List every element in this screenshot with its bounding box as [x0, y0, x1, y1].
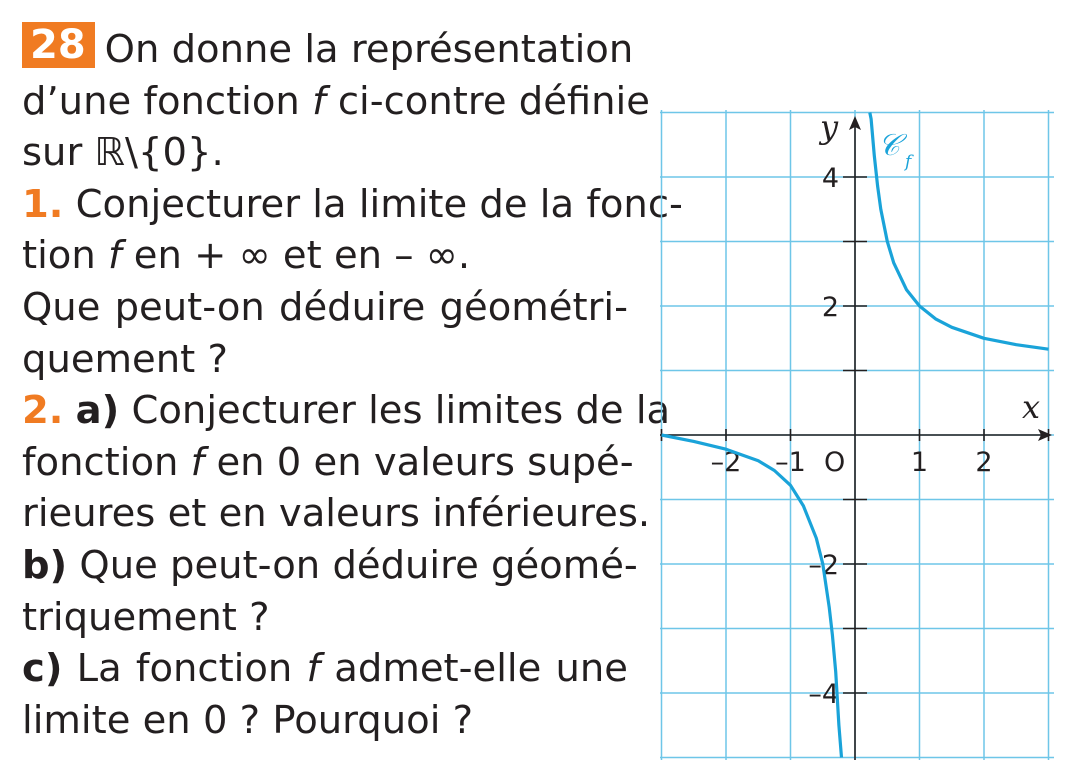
curve-label-subscript: f — [905, 152, 912, 172]
intro-text: d’une fonction — [22, 78, 313, 124]
question-1-line-3: Que peut-on déduire géométri- — [22, 284, 628, 330]
question-1-line-4: quement ? — [22, 336, 228, 382]
question-1-label: 1. — [22, 181, 64, 227]
function-symbol: f — [306, 646, 321, 692]
axes — [660, 116, 1052, 760]
question-1-line-1 — [22, 179, 683, 231]
question-2a-line-2 — [22, 437, 634, 489]
exercise-text — [22, 22, 683, 746]
question-text: en 0 en valeurs supé- — [204, 439, 634, 485]
x-tick-label: –2 — [710, 447, 742, 478]
question-2-label: 2. — [22, 388, 64, 434]
intro-line-1 — [22, 22, 634, 76]
question-2b-line-1 — [22, 540, 638, 592]
y-tick-label: 4 — [821, 163, 839, 194]
question-text: Conjecturer les limites de la — [119, 388, 671, 434]
question-text: Que peut-on déduire géomé- — [67, 542, 638, 588]
question-2c-line-2: limite en 0 ? Pourquoi ? — [22, 697, 474, 743]
question-2c-line-1 — [22, 643, 628, 695]
x-tick-label: –1 — [775, 447, 806, 478]
question-text: admet-elle une — [320, 646, 628, 692]
intro-text: ci-contre définie — [325, 78, 650, 124]
question-text: en + ∞ et en – ∞. — [121, 233, 471, 279]
function-symbol: f — [190, 439, 205, 485]
question-text: Conjecturer la limite de la fonc- — [75, 181, 683, 227]
y-tick-label: 2 — [821, 292, 839, 323]
intro-line-3: sur ℝ\{0}. — [22, 130, 224, 176]
origin-label: O — [824, 447, 846, 478]
subquestion-c-label: c) — [22, 646, 63, 692]
question-1-line-2 — [22, 230, 628, 282]
y-axis-label: y — [820, 110, 839, 146]
curve-label: 𝒞 — [878, 128, 900, 163]
y-tick-label: –4 — [808, 679, 839, 710]
question-2b-line-2: triquement ? — [22, 594, 270, 640]
subquestion-b-label: b) — [22, 542, 68, 588]
function-symbol: f — [108, 233, 122, 279]
question-2a-line-3: rieures et en valeurs inférieures. — [22, 491, 651, 537]
intro-text: On donne la représentation — [104, 27, 634, 72]
x-tick-label: 2 — [975, 447, 993, 478]
intro-line-2 — [22, 76, 650, 128]
question-2a-line-1 — [22, 385, 671, 437]
function-graph — [660, 110, 1054, 760]
x-tick-label: 1 — [910, 447, 929, 478]
question-text: fonction — [22, 439, 191, 485]
question-text: La fonction — [62, 646, 307, 692]
y-tick-label: –2 — [808, 550, 839, 581]
subquestion-a-label: a) — [75, 388, 120, 434]
function-symbol: f — [312, 78, 326, 124]
exercise-number-badge: 28 — [22, 22, 95, 68]
x-axis-label: x — [1022, 388, 1041, 426]
question-text: tion — [22, 233, 108, 279]
